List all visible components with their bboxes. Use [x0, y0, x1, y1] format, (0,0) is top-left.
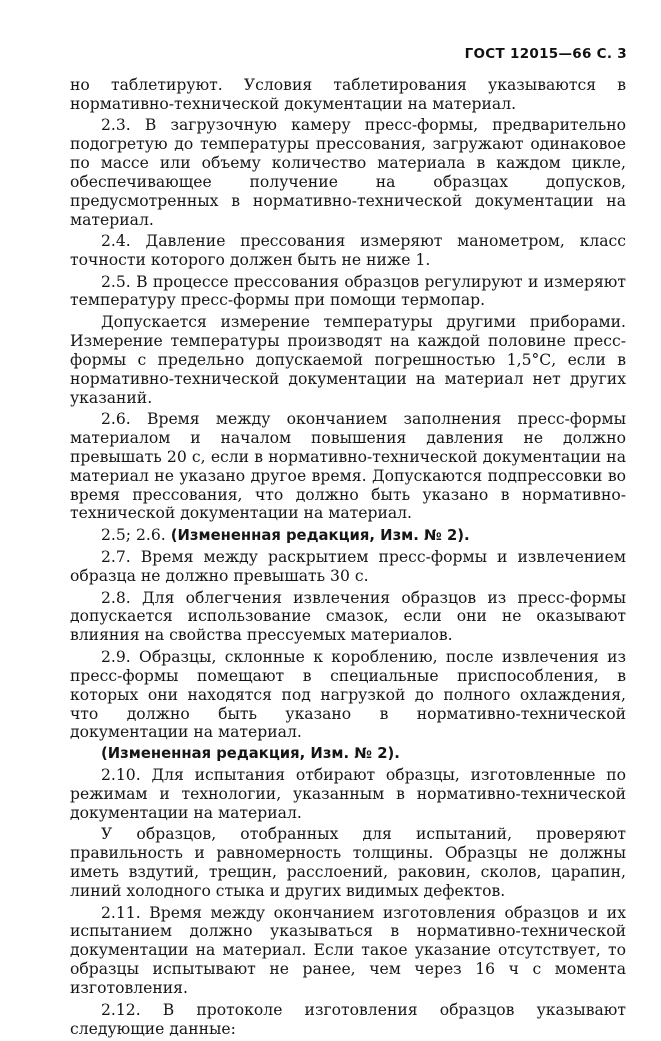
paragraph-2-5-note: Допускается измерение температуры другими приборами. Измерение температуры производят на каждой половине пресс-формы с предельно допускаемой погрешностью 1,5°С, если в нормативно-технической документации на материал нет других указаний.	[70, 312, 626, 407]
paragraph-continuation: но таблетируют. Условия таблетирования указываются в нормативно-технической документации на материал.	[70, 76, 626, 113]
revision-note-2-9: (Измененная редакция, Изм. № 2).	[101, 744, 400, 762]
paragraph-2-5: 2.5. В процессе прессования образцов регулируют и измеряют температуру пресс-формы при помощи термопар.	[70, 272, 626, 310]
revision-note-2-5-2-6	[70, 526, 626, 546]
paragraph-2-12: 2.12. В протоколе изготовления образцов указывают следующие данные:	[70, 1000, 626, 1038]
document-body	[70, 76, 626, 1041]
paragraph-2-8: 2.8. Для облегчения извлечения образцов из пресс-формы допускается использование смазок, если они не оказывают влияния на свойства прессуемых материалов.	[70, 588, 626, 645]
paragraph-2-6: 2.6. Время между окончанием заполнения пресс-формы материалом и началом повышения давления не должно превышать 20 с, если в нормативно-технической документации на материал не указано другое время. Допускаются подпрессовки во время прессования, что должно быть указано в нормативно-технической документации на материал.	[70, 409, 626, 523]
paragraph-2-3: 2.3. В загрузочную камеру пресс-формы, предварительно подогретую до температуры прессования, загружают одинаковое по массе или объему количество материала в каждом цикле, обеспечивающее получение на образцах допусков, предусмотренных в нормативно-технической документации на материал.	[70, 116, 626, 229]
paragraph-2-11: 2.11. Время между окончанием изготовления образцов и их испытанием должно указываться в нормативно-технической документации на материал. Если такое указание отсутствует, то образцы испытывают не ранее, чем через 16 ч с момента изготовления.	[70, 903, 626, 998]
page-header: ГОСТ 12015—66 С. 3	[464, 46, 627, 62]
paragraph-2-7: 2.7. Время между раскрытием пресс-формы и извлечением образца не должно превышать 30 с.	[70, 548, 626, 586]
paragraph-2-10-note: У образцов, отобранных для испытаний, проверяют правильность и равномерность толщины. Образцы не должны иметь вздутий, трещин, расслоений, раковин, сколов, царапин, линий холодного стыка и других видимых дефектов.	[70, 825, 626, 901]
paragraph-2-4: 2.4. Давление прессования измеряют манометром, класс точности которого должен быть не ниже 1.	[70, 232, 626, 270]
paragraph-2-10: 2.10. Для испытания отбирают образцы, изготовленные по режимам и технологии, указанным в нормативно-технической документации на материал.	[70, 766, 626, 823]
revision-note-text: (Измененная редакция, Изм. № 2).	[170, 526, 470, 544]
revision-note-ref: 2.5; 2.6.	[101, 525, 166, 544]
paragraph-2-9: 2.9. Образцы, склонные к короблению, после извлечения из пресс-формы помещают в специальные приспособления, в которых они находятся под нагрузкой до полного охлаждения, что должно быть указано в нормативно-технической документации на материал.	[70, 647, 626, 742]
